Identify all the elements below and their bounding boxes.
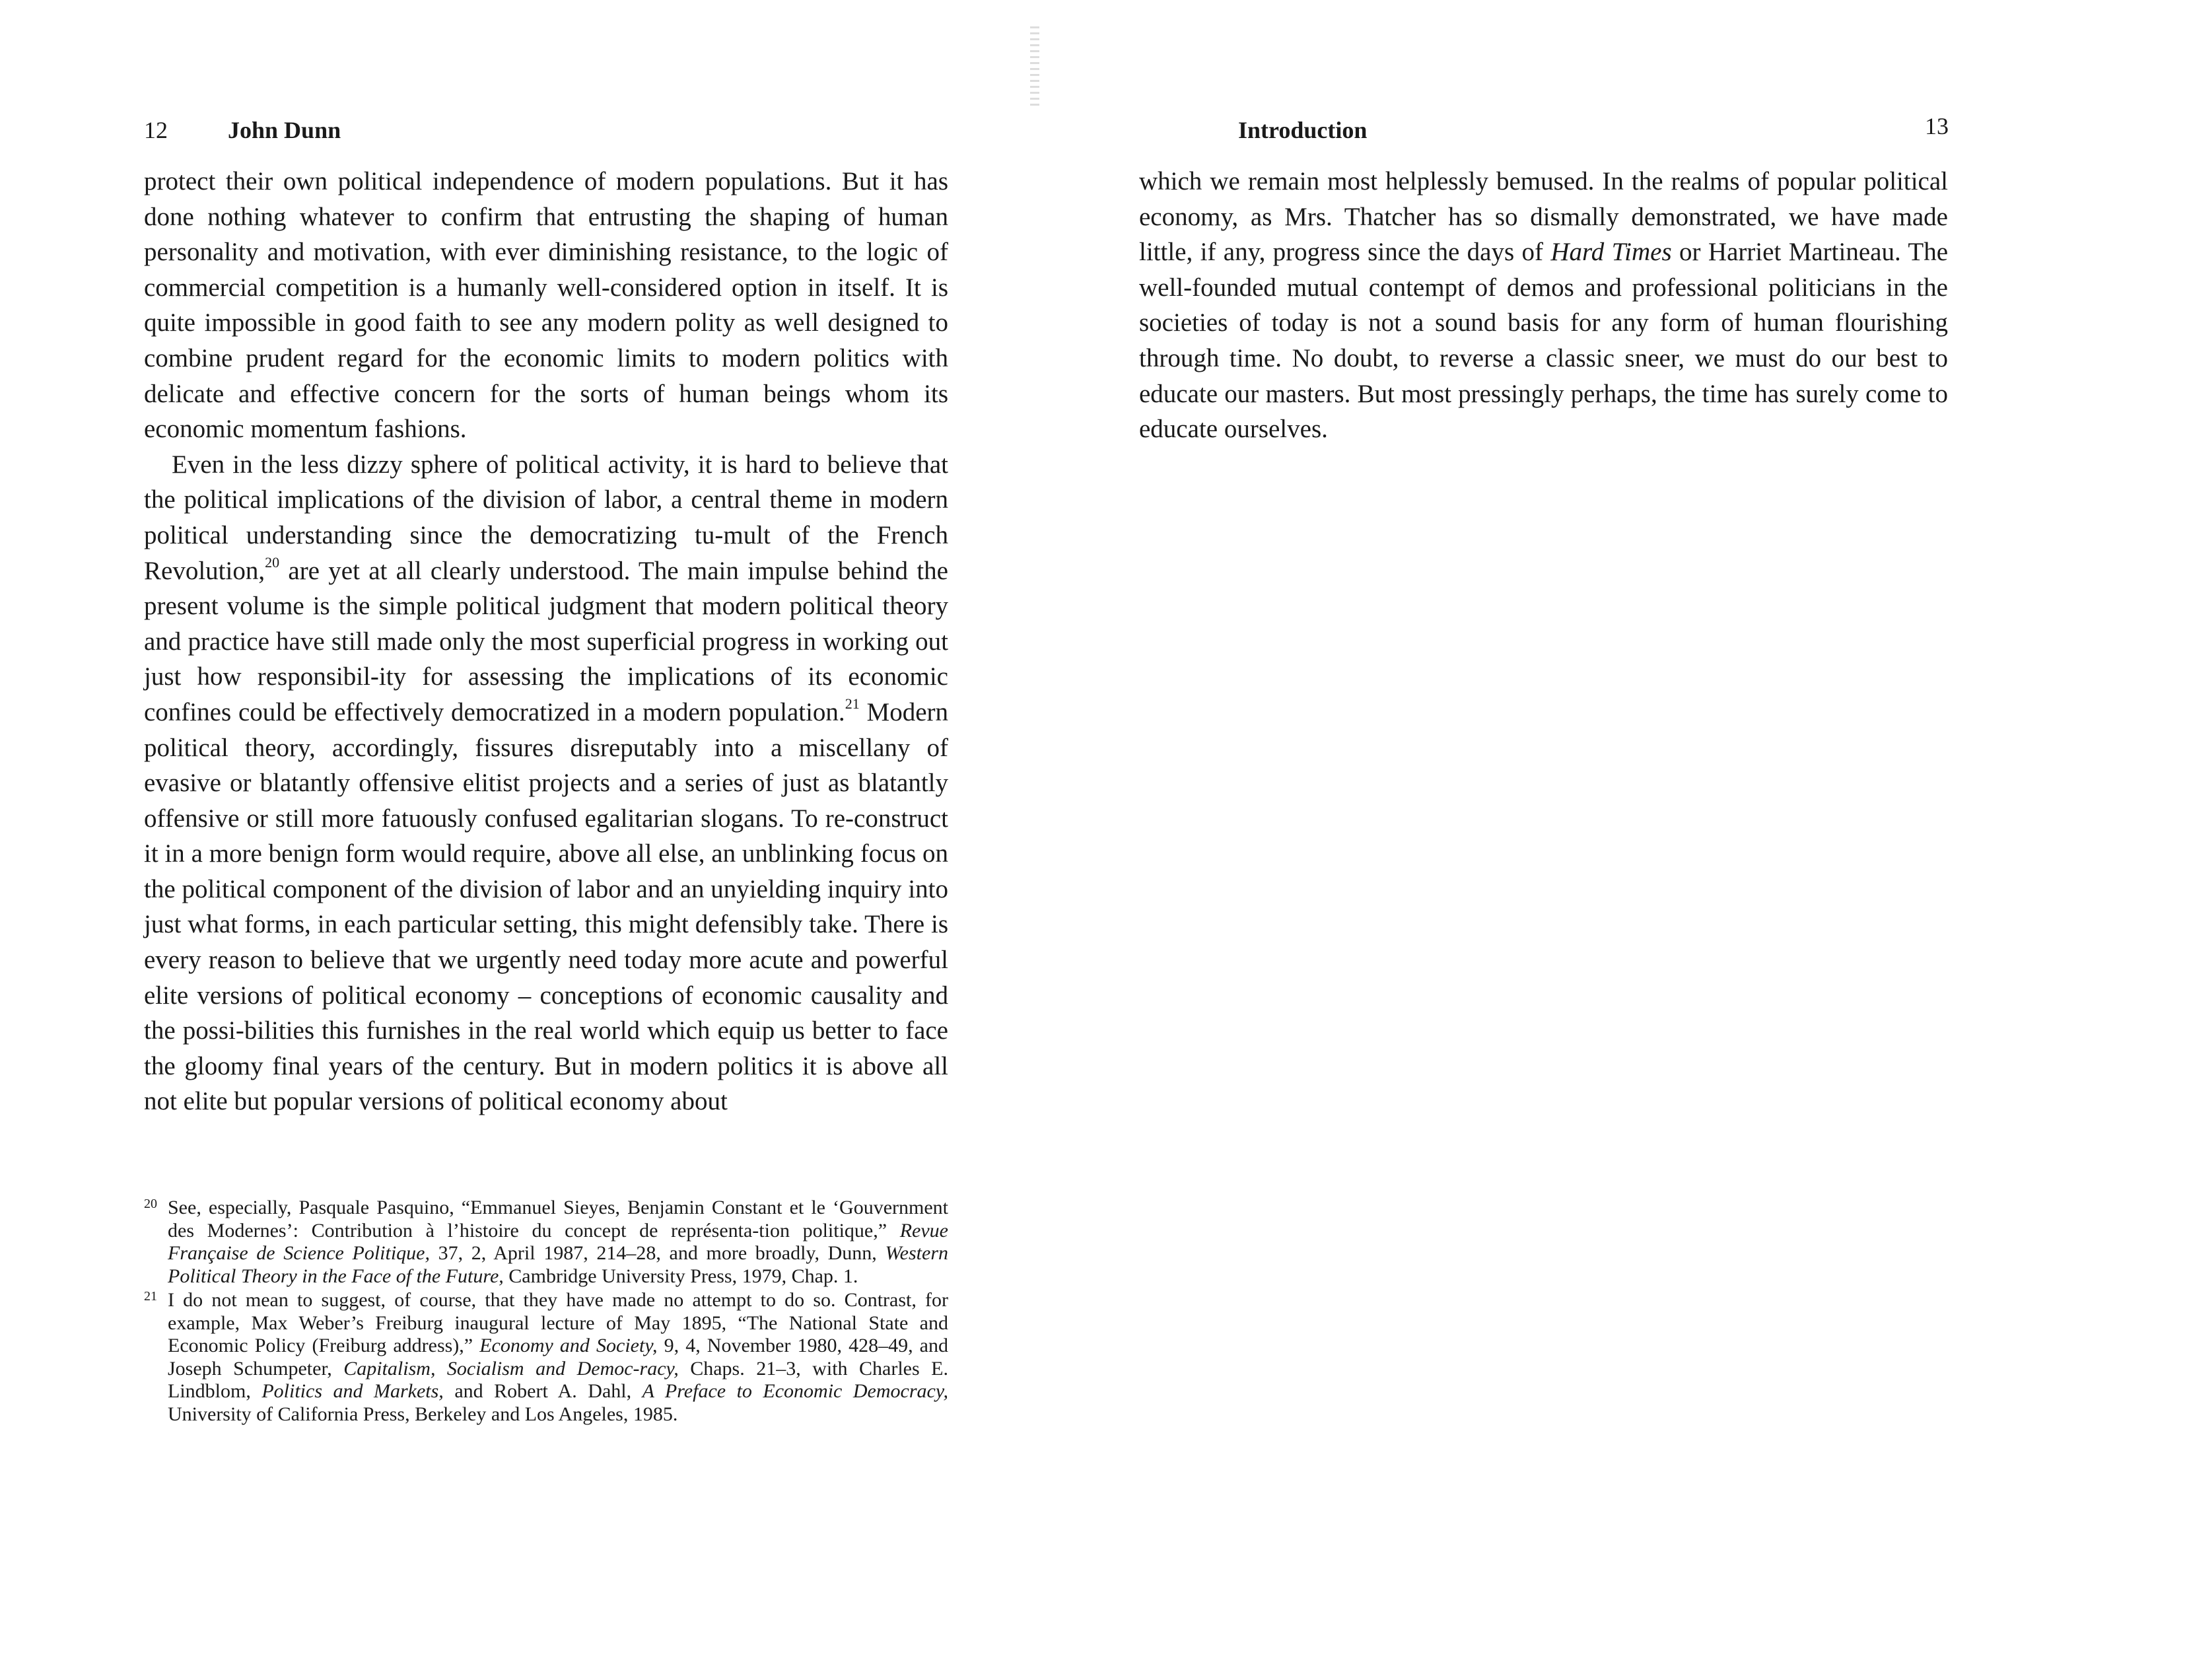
left-p2-text-a: Even in the less dizzy sphere of political activity, it is hard to believe that the political implications of the division of labor, a central theme in modern political understanding since the democratizing tu-mult of the French Revolution, [144, 450, 948, 585]
footnote-text: and Robert A. Dahl, [443, 1380, 642, 1402]
right-body-text [1139, 164, 1948, 447]
left-paragraph-1 [144, 164, 948, 447]
left-p1-line: to the logic of commercial competition is a humanly well-considered [144, 238, 949, 302]
footnote-text: University of California Press, Berkeley and Los Angeles, 1985. [168, 1403, 678, 1425]
left-p1-line: sorts of human beings whom its economic momentum fashions. [144, 379, 948, 444]
left-p2-text-b: are yet at all clearly understood. The main impulse behind the present volume is the simple political judgment that modern political theory and practice have still made only the most superficial progress in working out just how responsibil-ity for assessing the implications of its economic confines could be effectively democratized in a modern population. [144, 556, 948, 726]
left-p2-text-c: Modern political theory, accordingly, fissures disreputably into a miscellany of evasive or blatantly offensive elitist projects and a series of just as blatantly offensive or still more fatuously confused egalitarian slogans. To re-construct it in a more benign form would require, above all else, an unblinking focus on the political component of the division of labor and an unyielding inquiry into just what forms, in each particular setting, this might defensibly take. There is every reason to believe that we urgently need today more acute and powerful elite versions of political economy – conceptions of economic causality and the possi-bilities this furnishes in the real world which equip us better to face the gloomy final years of the century. But in modern politics it is above all not elite but popular versions of political economy about [144, 697, 948, 1116]
left-p1-line: protect their own political independence of modern populations. But [144, 167, 880, 195]
footnote-text: I do not mean to suggest, of course, that they have made no attempt to do so. Contrast, for example, Max Weber’s Freiburg inaugural lecture of May 1895, “The National State and Economic Policy (Freiburg address),” [168, 1289, 948, 1356]
left-p1-line: limits to modern politics with delicate and effective concern for the [144, 343, 948, 408]
left-p1-line: polity as well designed to combine prudent regard for the economic [144, 308, 949, 372]
left-body-text [144, 164, 948, 1119]
footnote-italic-title: Western Political Theory in the Face of the Future, [168, 1242, 948, 1287]
footnote-text: Chaps. 21–3, with Charles E. Lindblom, [168, 1357, 948, 1402]
footnote-text: 37, 2, April 1987, 214–28, and more broadly, Dunn, [429, 1242, 885, 1264]
right-running-title: Introduction [1238, 117, 1368, 143]
footnote-ref-20[interactable]: 20 [265, 553, 280, 571]
left-p1-line: option in itself. It is quite impossible in good faith to see any modern [144, 273, 949, 337]
left-p1-line: human personality and motivation, with ever diminishing resistance, [144, 202, 949, 267]
left-running-head [144, 116, 341, 144]
footnote-number: 21 [144, 1289, 157, 1304]
footnote-text: Cambridge University Press, 1979, Chap. 1. [503, 1265, 858, 1287]
footnote-number: 20 [144, 1197, 157, 1211]
footnote-20 [144, 1197, 948, 1288]
left-running-title: John Dunn [228, 117, 341, 143]
right-p1-italic-title: Hard Times [1550, 238, 1672, 267]
right-running-title-wrap [1238, 116, 1367, 144]
footnote-italic-title: Revue Française de Science Politique, [168, 1219, 948, 1264]
right-page-number: 13 [1925, 113, 1949, 139]
footnote-text: 9, 4, November 1980, 428–49, and Joseph Schumpeter, [168, 1335, 948, 1380]
footnote-italic-title: Capitalism, Socialism and Democ-racy, [343, 1357, 679, 1380]
footnotes [144, 1197, 948, 1427]
footnote-italic-title: Politics and Markets, [261, 1380, 444, 1402]
right-paragraph-1 [1139, 164, 1948, 447]
left-page-number: 12 [144, 117, 168, 143]
footnote-ref-21[interactable]: 21 [845, 695, 860, 712]
left-p1-line: it has done nothing whatever to confirm that entrusting the shaping of [144, 167, 948, 231]
scan-artifact [1030, 26, 1039, 106]
footnote-italic-title: Economy and Society, [479, 1335, 658, 1356]
footnote-21 [144, 1289, 948, 1426]
right-p1-text-b: or Harriet Martineau. The well-founded mutual contempt of demos and professional politicians in the societies of today is not a sound basis for any form of human flourishing through time. No doubt, to reverse a classic sneer, we must do our best to educate our masters. But most pressingly perhaps, the time has surely come to educate ourselves. [1139, 238, 1949, 444]
footnote-text: See, especially, Pasquale Pasquino, “Emmanuel Sieyes, Benjamin Constant et le ‘Gouvernment des Modernes’: Contribution à l’histoire du concept de représenta-tion politique,” [168, 1197, 948, 1242]
right-page-number-wrap [1925, 112, 1949, 140]
footnote-italic-title: A Preface to Economic Democracy, [642, 1380, 948, 1402]
right-p1-text-a: which we remain most helplessly bemused. In the realms of popular political economy, as Mrs. Thatcher has so dismally demonstrated, we have made little, if any, progress since the days of [1139, 167, 1948, 267]
left-paragraph-2 [144, 447, 948, 1119]
